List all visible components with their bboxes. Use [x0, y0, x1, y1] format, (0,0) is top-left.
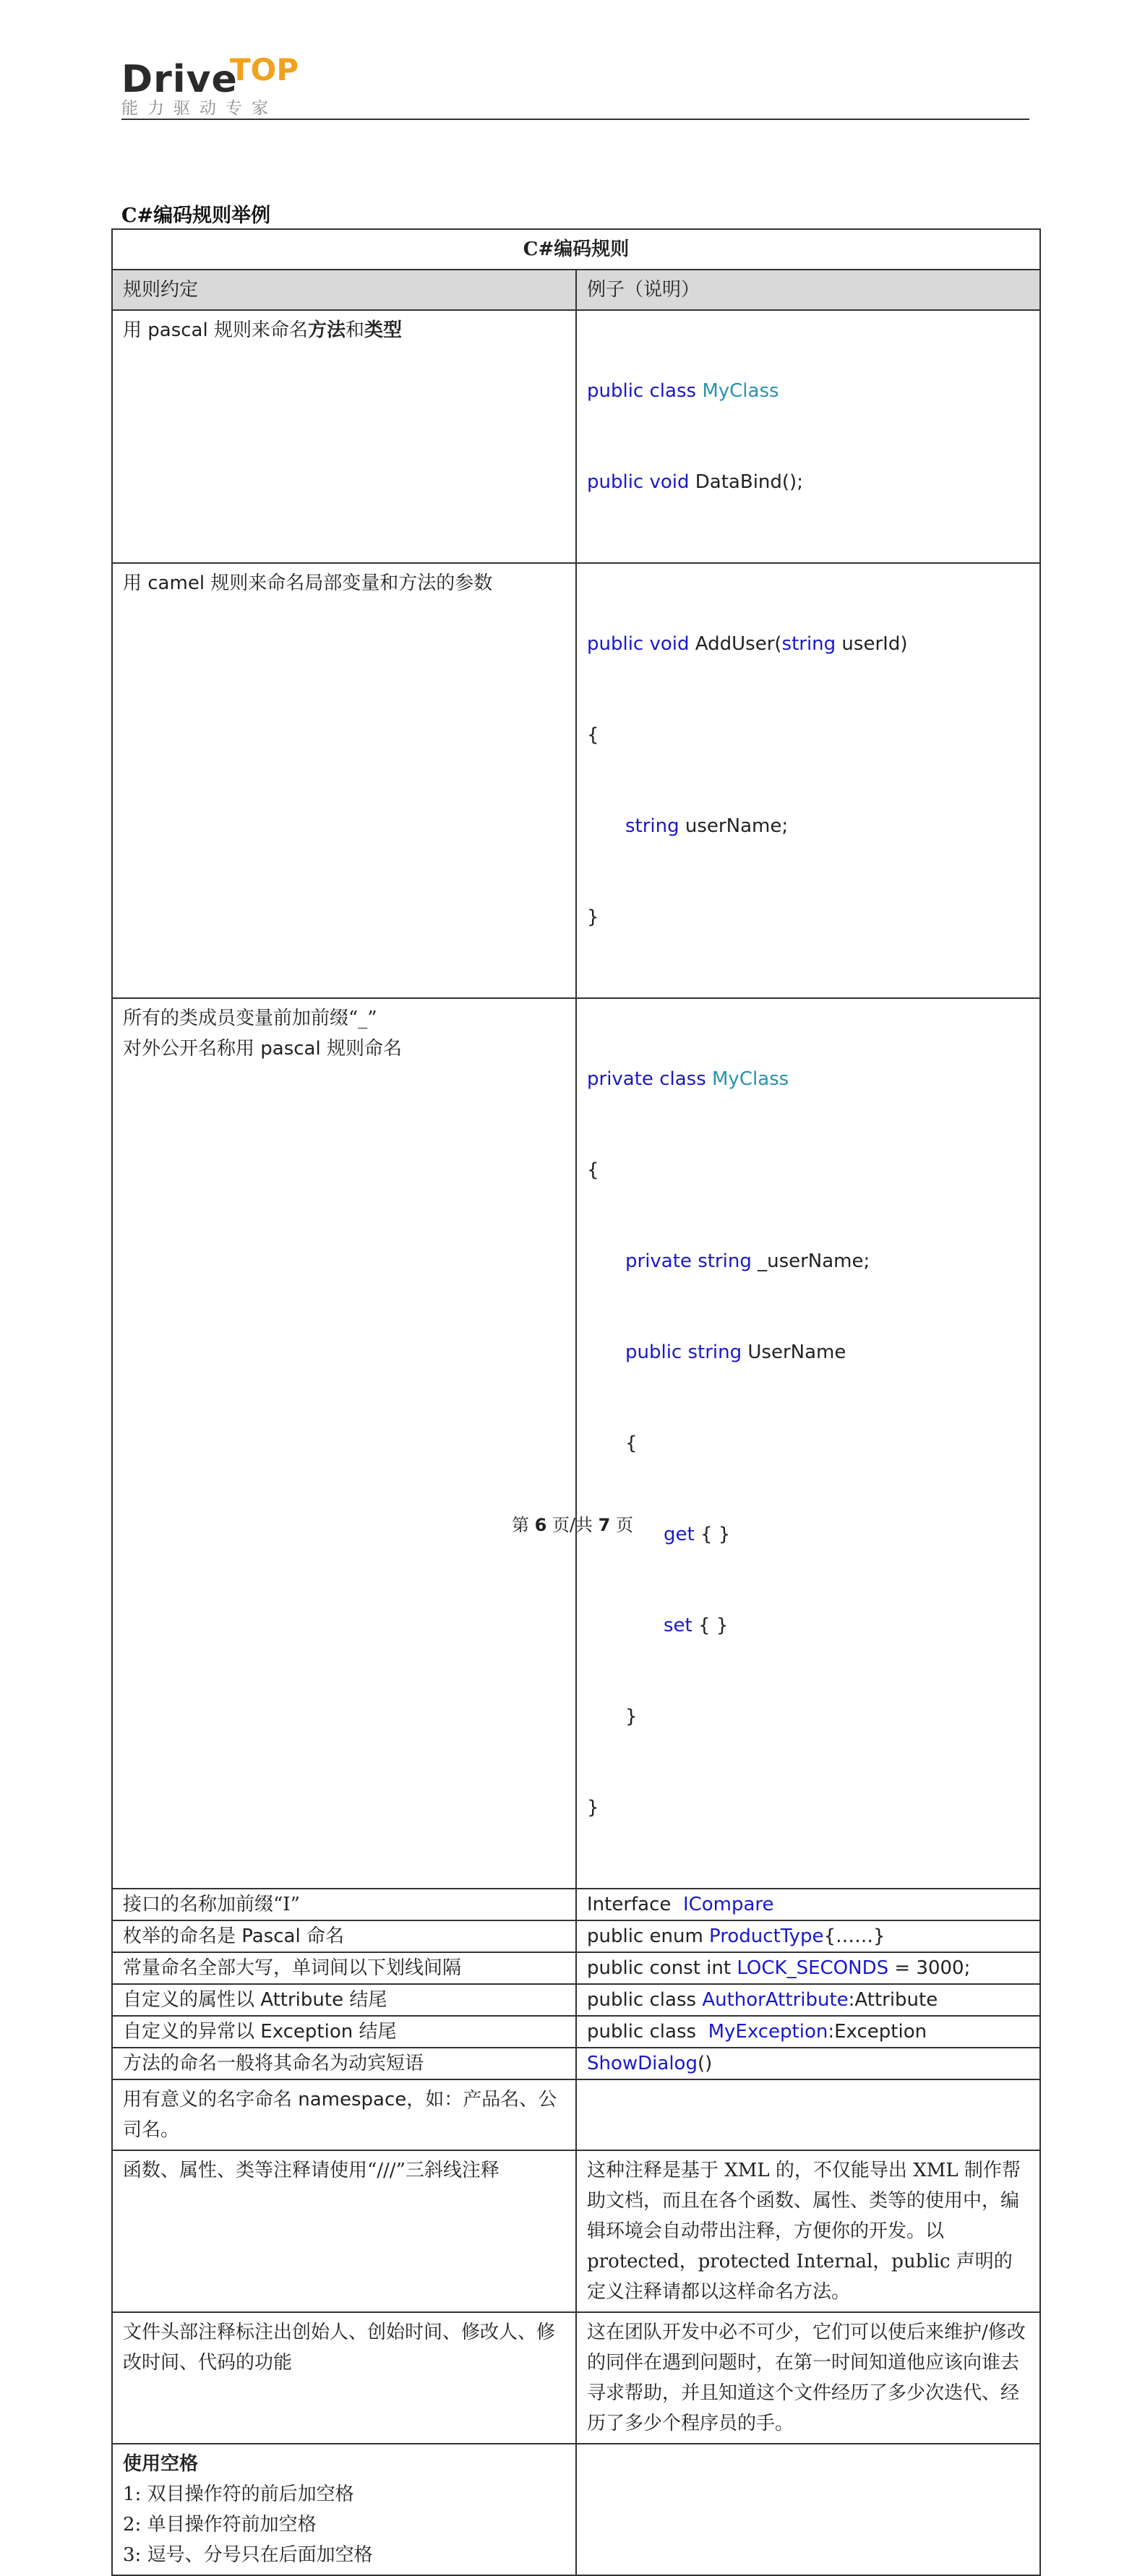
example-cell — [576, 998, 1040, 1889]
example-cell — [576, 310, 1040, 563]
header-divider — [121, 119, 1029, 120]
rule-cell: 方法的命名一般将其命名为动宾短语 — [112, 2048, 576, 2079]
example-cell — [576, 2444, 1040, 2575]
example-cell — [576, 2079, 1040, 2150]
table-title-row — [112, 229, 1040, 270]
rule-cell: 所有的类成员变量前加前缀“_” 对外公开名称用 pascal 规则命名 — [112, 998, 576, 1889]
example-cell: Interface ICompare — [576, 1889, 1040, 1920]
example-cell: 这在团队开发中必不可少，它们可以使后来维护/修改的同伴在遇到问题时，在第一时间知道他应该向谁去寻求帮助，并且知道这个文件经历了多少次迭代、经历了多少个程序员的手。 — [576, 2312, 1040, 2444]
rule-cell: 用有意义的名字命名 namespace，如：产品名、公司名。 — [112, 2079, 576, 2150]
rule-cell: 常量命名全部大写，单词间以下划线间隔 — [112, 1952, 576, 1984]
table-row — [112, 2444, 1040, 2575]
rule-cell: 自定义的异常以 Exception 结尾 — [112, 2016, 576, 2048]
example-cell: ShowDialog() — [576, 2048, 1040, 2079]
table-row — [112, 2079, 1040, 2150]
logo-subtitle: 能力驱动专家 — [121, 99, 278, 118]
table-header-row — [112, 270, 1040, 310]
spaces-heading: 使用空格 — [123, 2453, 199, 2475]
rule-cell: 用 camel 规则来命名局部变量和方法的参数 — [112, 563, 576, 998]
rule-cell: 文件头部注释标注出创始人、创始时间、修改人、修改时间、代码的功能 — [112, 2312, 576, 2444]
table-row — [112, 2016, 1040, 2048]
table-row — [112, 563, 1040, 998]
list-item: 1: 双目操作符的前后加空格 — [123, 2483, 354, 2505]
example-cell: public class MyException:Exception — [576, 2016, 1040, 2048]
table-row — [112, 2312, 1040, 2444]
example-cell: public const int LOCK_SECONDS = 3000; — [576, 1952, 1040, 1984]
page-total: 7 — [598, 1515, 611, 1535]
coding-rules-table — [111, 228, 1041, 2576]
list-item: 2: 单目操作符前加空格 — [123, 2514, 317, 2536]
rule-cell: 函数、属性、类等注释请使用“///”三斜线注释 — [112, 2150, 576, 2312]
example-cell: public class AuthorAttribute:Attribute — [576, 1984, 1040, 2016]
example-cell: public enum ProductType{……} — [576, 1920, 1040, 1952]
table-row — [112, 2150, 1040, 2312]
code-example: private class MyClass { private string _userName; public string UserName { get { } set { } } } — [587, 1068, 870, 1819]
example-cell — [576, 563, 1040, 998]
rule-cell: 枚举的命名是 Pascal 命名 — [112, 1920, 576, 1952]
logo-drive-text: Drive — [121, 58, 238, 101]
rule-cell: 接口的名称加前缀“I” — [112, 1889, 576, 1920]
table-row — [112, 2048, 1040, 2079]
table-row — [112, 1889, 1040, 1920]
example-cell: 这种注释是基于 XML 的，不仅能导出 XML 制作帮助文档，而且在各个函数、属性、类等的使用中，编辑环境会自动带出注释，方便你的开发。以 protected，protected Internal，public 声明的定义注释请都以这样命名方法。 — [576, 2150, 1040, 2312]
rule-cell — [112, 2444, 576, 2575]
table-title: C#编码规则 — [112, 229, 1040, 270]
code-example: public void AddUser(string userId) { string userName; } — [587, 633, 908, 928]
rule-cell: 用 pascal 规则来命名方法和类型 — [112, 310, 576, 563]
table-row — [112, 1952, 1040, 1984]
page-number: 6 — [534, 1515, 547, 1535]
page-footer: 第 6 页/共 7 页 — [511, 1515, 634, 1535]
table-row — [112, 310, 1040, 563]
table-row — [112, 1984, 1040, 2016]
table-row — [112, 998, 1040, 1889]
drivetop-logo — [121, 52, 309, 120]
list-item: 3: 逗号、分号只在后面加空格 — [123, 2544, 373, 2566]
column-header-rule: 规则约定 — [112, 270, 576, 310]
section-caption: C#编码规则举例 — [121, 205, 271, 227]
code-example: public class MyClass public void DataBind(); — [587, 380, 803, 493]
table-row — [112, 1920, 1040, 1952]
column-header-example: 例子（说明） — [576, 270, 1040, 310]
logo-top-text: TOP — [230, 52, 299, 87]
rule-cell: 自定义的属性以 Attribute 结尾 — [112, 1984, 576, 2016]
